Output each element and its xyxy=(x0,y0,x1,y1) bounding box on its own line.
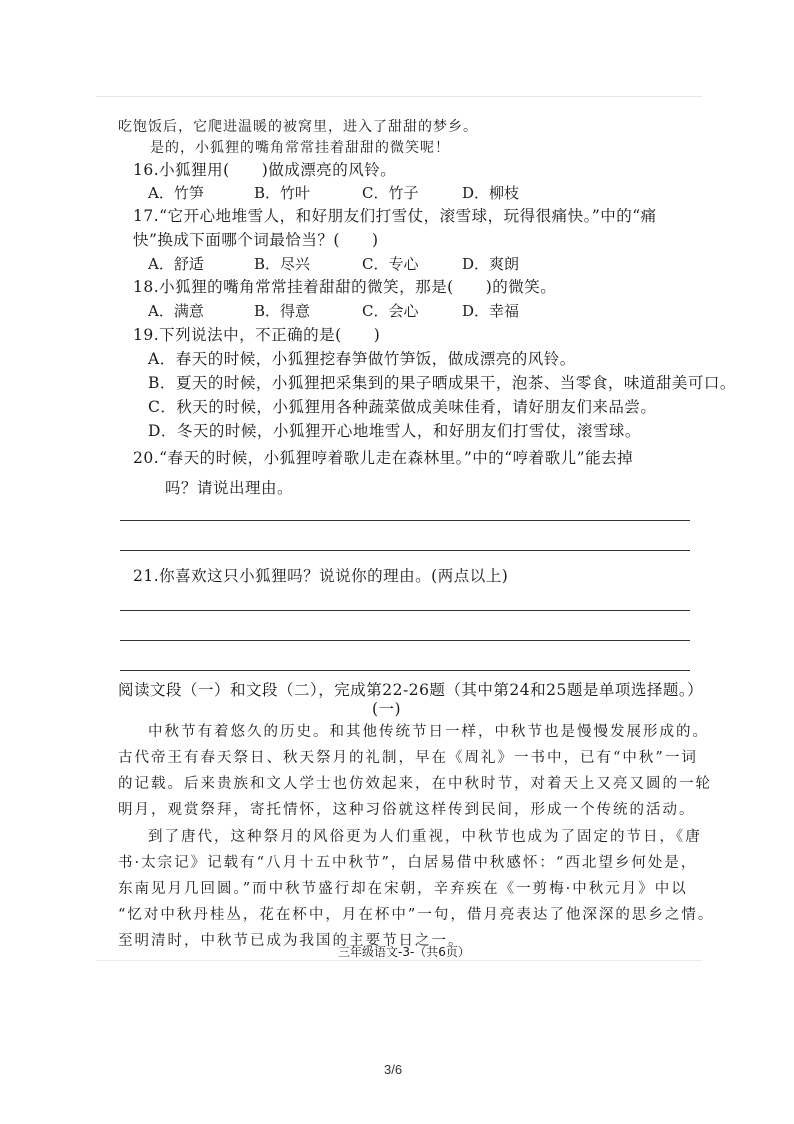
passage-line: 到了唐代，这种祭月的风俗更为人们重视，中秋节也成为了固定的节日，《唐 xyxy=(148,829,702,845)
question-stem: 快”换成下面哪个词最恰当？( ) xyxy=(133,231,379,249)
question-stem: 17.“它开心地堆雪人，和好朋友们打雪仗，滚雪球，玩得很痛快。”中的“痛 xyxy=(133,207,657,225)
passage-line: “忆对中秋丹桂丛，花在杯中，月在杯中”一句，借月亮表达了他深深的思乡之情。 xyxy=(118,907,715,923)
question-stem: 16.小狐狸用( )做成漂亮的风铃。 xyxy=(133,161,397,179)
passage-line: 吃饱饭后，它爬进温暖的被窝里，进入了甜甜的梦乡。 xyxy=(118,119,478,135)
answer-line[interactable] xyxy=(120,640,690,641)
option-b[interactable]: B．得意 xyxy=(254,302,311,320)
answer-line[interactable] xyxy=(120,610,690,611)
option-d[interactable]: D．冬天的时候，小狐狸开心地堆雪人，和好朋友们打雪仗，滚雪球。 xyxy=(148,422,641,440)
option-a[interactable]: A．舒适 xyxy=(148,255,204,273)
passage-line: 明月，观赏祭拜，寄托情怀，这种习俗就这样传到民间，形成一个传统的活动。 xyxy=(118,802,696,818)
option-b[interactable]: B．竹叶 xyxy=(254,184,311,202)
page-indicator: 3/6 xyxy=(384,1062,403,1077)
option-d[interactable]: D．爽朗 xyxy=(462,255,520,273)
reading-instruction: 阅读文段（一）和文段（二），完成第22-26题（其中第24和25题是单项选择题。） xyxy=(118,681,704,699)
passage-line: 古代帝王有春天祭日、秋天祭月的礼制，早在《周礼》一书中，已有“中秋”一词 xyxy=(118,750,698,766)
passage-line: 书·太宗记》记载有“八月十五中秋节”，白居易借中秋感怀：“西北望乡何处是， xyxy=(118,855,698,871)
option-d[interactable]: D．柳枝 xyxy=(462,184,520,202)
option-a[interactable]: A．满意 xyxy=(148,302,204,320)
option-c[interactable]: C．竹子 xyxy=(362,184,419,202)
passage-line: 是的，小狐狸的嘴角常常挂着甜甜的微笑呢！ xyxy=(150,140,450,156)
passage-line: 中秋节有着悠久的历史。和其他传统节日一样，中秋节也是慢慢发展形成的。 xyxy=(148,724,709,740)
option-c[interactable]: C．秋天的时候，小狐狸用各种蔬菜做成美味佳肴，请好朋友们来品尝。 xyxy=(148,398,657,416)
passage-line: 至明清时，中秋节已成为我国的主要节日之一。 xyxy=(118,933,465,949)
section-title: (一) xyxy=(372,700,402,718)
option-d[interactable]: D．幸福 xyxy=(462,302,520,320)
answer-line[interactable] xyxy=(120,520,690,521)
answer-line[interactable] xyxy=(120,670,690,671)
option-a[interactable]: A．春天的时候，小狐狸挖春笋做竹笋饭，做成漂亮的风铃。 xyxy=(148,350,576,368)
question-stem: 19.下列说法中，不正确的是( ) xyxy=(133,326,381,344)
option-c[interactable]: C．专心 xyxy=(362,255,419,273)
question-stem: 18.小狐狸的嘴角常常挂着甜甜的微笑，那是( )的微笑。 xyxy=(133,278,557,296)
question-stem: 吗？请说出理由。 xyxy=(165,479,294,497)
option-b[interactable]: B．夏天的时候，小狐狸把采集到的果子晒成果干，泡茶、当零食，味道甜美可口。 xyxy=(148,374,736,392)
passage-line: 东南见月几回圆。”而中秋节盛行却在宋朝，辛弃疾在《一剪梅·中秋元月》中以 xyxy=(118,881,688,897)
option-b[interactable]: B．尽兴 xyxy=(254,255,311,273)
question-stem: 21.你喜欢这只小狐狸吗？说说你的理由。(两点以上) xyxy=(133,567,509,585)
option-c[interactable]: C．会心 xyxy=(362,302,419,320)
page-footer: 三年级语文-3-（共6页） xyxy=(338,945,470,959)
option-a[interactable]: A．竹笋 xyxy=(148,184,204,202)
answer-line[interactable] xyxy=(120,550,690,551)
question-stem: 20.“春天的时候，小狐狸哼着歌儿走在森林里。”中的“哼着歌儿”能去掉 xyxy=(133,449,634,467)
passage-line: 的记载。后来贵族和文人学士也仿效起来，在中秋时节，对着天上又亮又圆的一轮 xyxy=(118,776,712,792)
